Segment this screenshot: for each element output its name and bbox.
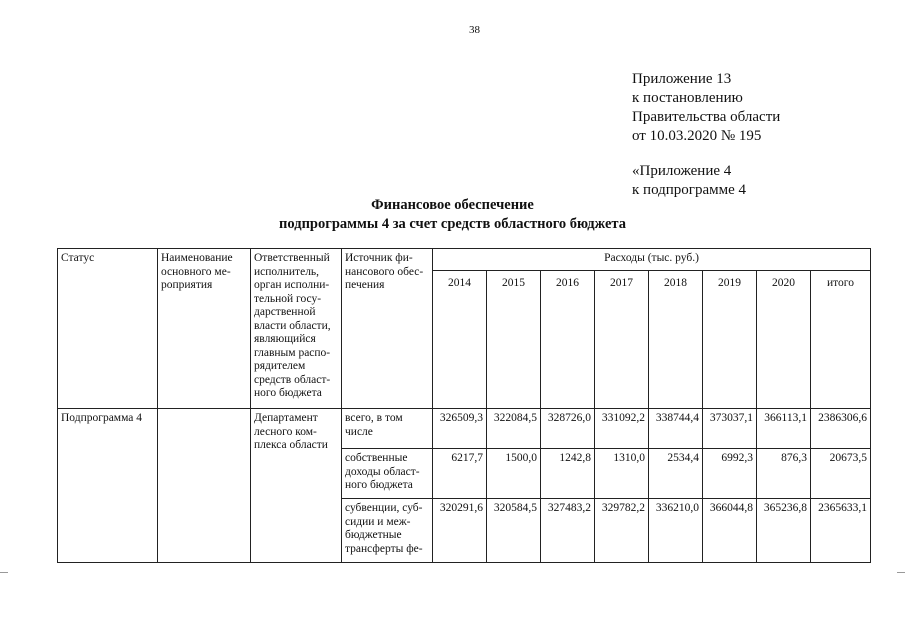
value-cell: 322084,5	[487, 409, 541, 449]
header-measure: Наименование основного ме-роприятия	[158, 249, 251, 409]
header-expenses: Расходы (тыс. руб.)	[433, 249, 871, 271]
appendix-line: к постановлению	[632, 90, 743, 106]
source-cell: всего, в том числе	[342, 409, 433, 449]
header-year: 2014	[433, 271, 487, 409]
scan-edge-mark	[0, 572, 8, 573]
measure-cell	[158, 409, 251, 563]
sub-appendix-line: к подпрограмме 4	[632, 182, 746, 198]
value-cell: 331092,2	[595, 409, 649, 449]
value-cell: 329782,2	[595, 499, 649, 563]
header-year: 2019	[703, 271, 757, 409]
table-row	[58, 409, 871, 449]
value-cell: 1500,0	[487, 449, 541, 499]
header-total: итого	[811, 271, 871, 409]
appendix-line: от 10.03.2020 № 195	[632, 128, 762, 144]
title-line-1: Финансовое обеспечение	[371, 197, 534, 213]
header-row	[58, 249, 871, 271]
sub-appendix-line: «Приложение 4	[632, 163, 732, 179]
value-cell: 336210,0	[649, 499, 703, 563]
value-cell: 1310,0	[595, 449, 649, 499]
status-cell: Подпрограмма 4	[58, 409, 158, 563]
value-cell: 338744,4	[649, 409, 703, 449]
value-cell: 326509,3	[433, 409, 487, 449]
value-cell: 327483,2	[541, 499, 595, 563]
document-title	[0, 196, 905, 234]
value-cell: 366113,1	[757, 409, 811, 449]
total-cell: 2386306,6	[811, 409, 871, 449]
header-year: 2016	[541, 271, 595, 409]
value-cell: 6217,7	[433, 449, 487, 499]
appendix-block	[632, 70, 780, 146]
total-cell: 20673,5	[811, 449, 871, 499]
header-year: 2020	[757, 271, 811, 409]
header-year: 2015	[487, 271, 541, 409]
source-cell: субвенции, суб-сидии и меж-бюджетные трансферты фе-	[342, 499, 433, 563]
header-executor: Ответственный исполнитель, орган исполни-тельной госу-дарственной власти области, являющийся главным распо-рядителем средств област-ного бюджета	[251, 249, 342, 409]
value-cell: 373037,1	[703, 409, 757, 449]
value-cell: 320291,6	[433, 499, 487, 563]
appendix-line: Правительства области	[632, 109, 781, 125]
value-cell: 365236,8	[757, 499, 811, 563]
value-cell: 320584,5	[487, 499, 541, 563]
value-cell: 328726,0	[541, 409, 595, 449]
header-status: Статус	[58, 249, 158, 409]
value-cell: 1242,8	[541, 449, 595, 499]
value-cell: 6992,3	[703, 449, 757, 499]
title-line-2: подпрограммы 4 за счет средств областного бюджета	[279, 216, 626, 232]
financing-table	[57, 248, 871, 563]
appendix-line: Приложение 13	[632, 71, 732, 87]
value-cell: 876,3	[757, 449, 811, 499]
sub-appendix-block	[632, 162, 746, 200]
source-cell: собственные доходы област-ного бюджета	[342, 449, 433, 499]
header-source: Источник фи-нансового обес-печения	[342, 249, 433, 409]
value-cell: 2534,4	[649, 449, 703, 499]
scan-edge-mark	[897, 572, 905, 573]
executor-cell: Департамент лесного ком-плекса области	[251, 409, 342, 563]
header-year: 2017	[595, 271, 649, 409]
value-cell: 366044,8	[703, 499, 757, 563]
total-cell: 2365633,1	[811, 499, 871, 563]
header-year: 2018	[649, 271, 703, 409]
page-number: 38	[469, 24, 480, 36]
